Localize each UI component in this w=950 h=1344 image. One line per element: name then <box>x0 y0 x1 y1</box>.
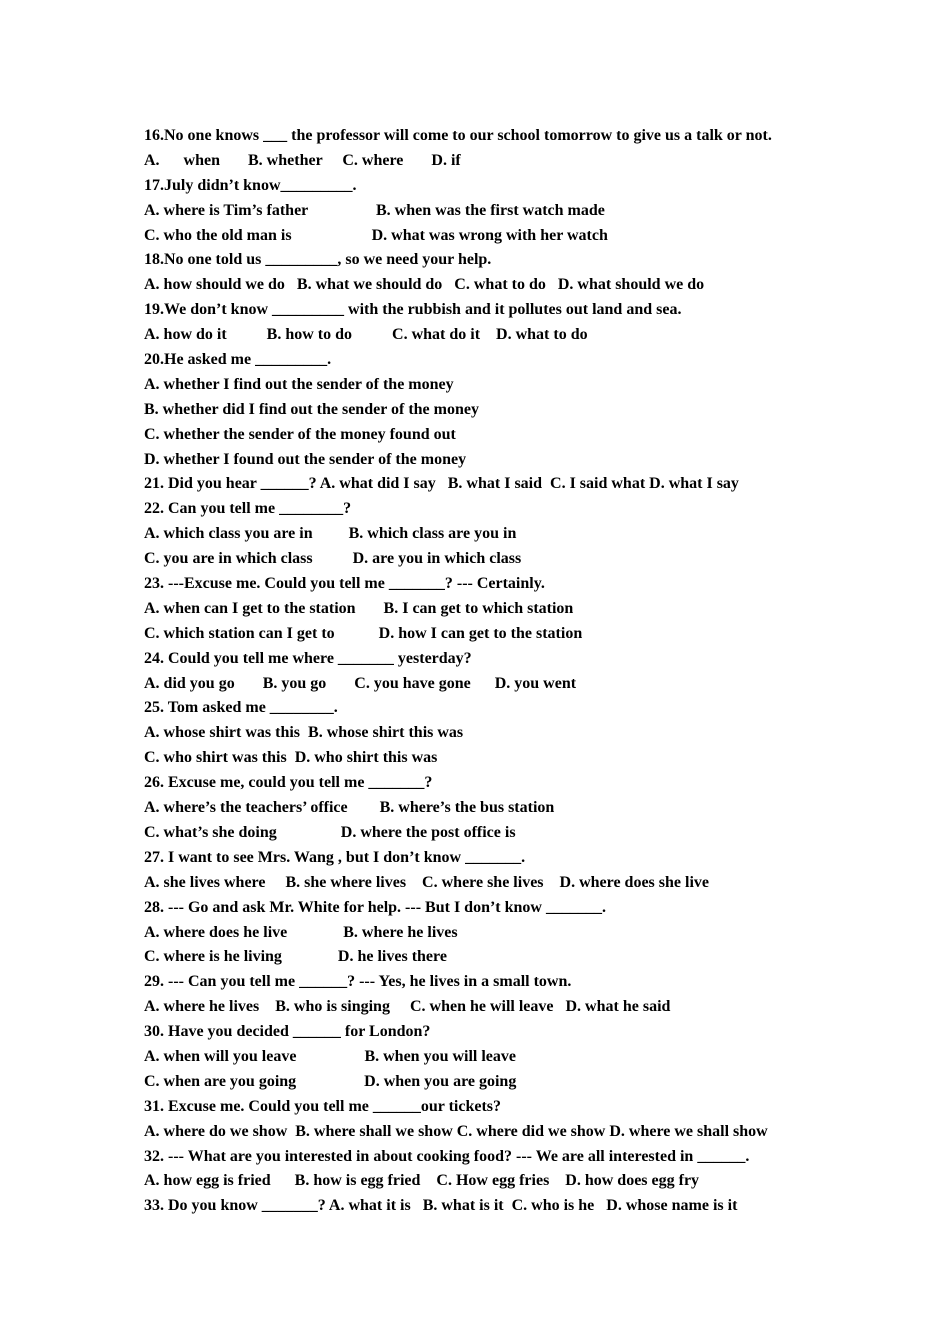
text-line: A. how do it B. how to do C. what do it D. what to do <box>144 326 588 344</box>
text-line: 18.No one told us _________, so we need your help. <box>144 251 492 269</box>
text-line: A. where does he live B. where he lives <box>144 923 458 941</box>
text-line: A. she lives where B. she where lives C. where she lives D. where does she live <box>144 873 709 891</box>
text-line: 31. Excuse me. Could you tell me ______our tickets? <box>144 1097 502 1115</box>
text-line: C. which station can I get to D. how I can get to the station <box>144 624 583 642</box>
text-line: 23. ---Excuse me. Could you tell me _______? --- Certainly. <box>144 575 545 593</box>
text-line: C. you are in which class D. are you in which class <box>144 550 522 568</box>
text-line: 32. --- What are you interested in about cooking food? --- We are all interested in ______. <box>144 1147 750 1165</box>
text-line: 21. Did you hear ______? A. what did I say B. what I said C. I said what D. what I say <box>144 475 739 493</box>
text-line: 22. Can you tell me ________? <box>144 500 352 518</box>
text-line: C. where is he living D. he lives there <box>144 948 447 966</box>
text-line: A. whether I find out the sender of the money <box>144 375 454 393</box>
text-line: C. who shirt was this D. who shirt this was <box>144 749 438 767</box>
text-line: 26. Excuse me, could you tell me _______? <box>144 774 433 792</box>
text-line: A. when can I get to the station B. I can get to which station <box>144 599 574 617</box>
text-line: 30. Have you decided ______ for London? <box>144 1023 431 1041</box>
text-line: A. whose shirt was this B. whose shirt this was <box>144 724 464 742</box>
text-line: C. what’s she doing D. where the post office is <box>144 823 516 841</box>
text-line: C. whether the sender of the money found out <box>144 425 456 443</box>
text-line: D. whether I found out the sender of the money <box>144 450 467 468</box>
text-line: A. which class you are in B. which class are you in <box>144 525 517 543</box>
text-line: A. did you go B. you go C. you have gone D. you went <box>144 674 577 692</box>
text-line: A. how egg is fried B. how is egg fried C. How egg fries D. how does egg fry <box>144 1172 700 1190</box>
text-line: A. where’s the teachers’ office B. where’s the bus station <box>144 799 555 817</box>
text-line: 27. I want to see Mrs. Wang , but I don’t know _______. <box>144 848 526 866</box>
question-list <box>144 124 844 1219</box>
text-line: A. where he lives B. who is singing C. when he will leave D. what he said <box>144 998 671 1016</box>
text-line: 29. --- Can you tell me ______? --- Yes, he lives in a small town. <box>144 973 572 991</box>
text-line: A. where is Tim’s father B. when was the first watch made <box>144 201 605 219</box>
text-line: 20.He asked me _________. <box>144 351 332 369</box>
text-line: A. where do we show B. where shall we show C. where did we show D. where we shall show <box>144 1122 768 1140</box>
text-line: 33. Do you know _______? A. what it is B. what is it C. who is he D. whose name is it <box>144 1197 738 1215</box>
text-line: 19.We don’t know _________ with the rubbish and it pollutes out land and sea. <box>144 301 682 319</box>
text-line: A. how should we do B. what we should do C. what to do D. what should we do <box>144 276 705 294</box>
text-line: 16.No one knows ___ the professor will come to our school tomorrow to give us a talk or not. <box>144 127 772 144</box>
text-line: C. who the old man is D. what was wrong with her watch <box>144 226 608 244</box>
text-line: 17.July didn’t know_________. <box>144 176 357 194</box>
text-line: 25. Tom asked me ________. <box>144 699 338 717</box>
text-line: 24. Could you tell me where _______ yesterday? <box>144 649 472 667</box>
text-line: A. when B. whether C. where D. if <box>144 151 461 169</box>
text-line: A. when will you leave B. when you will leave <box>144 1047 517 1065</box>
text-line: B. whether did I find out the sender of the money <box>144 400 479 418</box>
text-line: C. when are you going D. when you are going <box>144 1072 517 1090</box>
text-line: 28. --- Go and ask Mr. White for help. --- But I don’t know _______. <box>144 898 606 916</box>
